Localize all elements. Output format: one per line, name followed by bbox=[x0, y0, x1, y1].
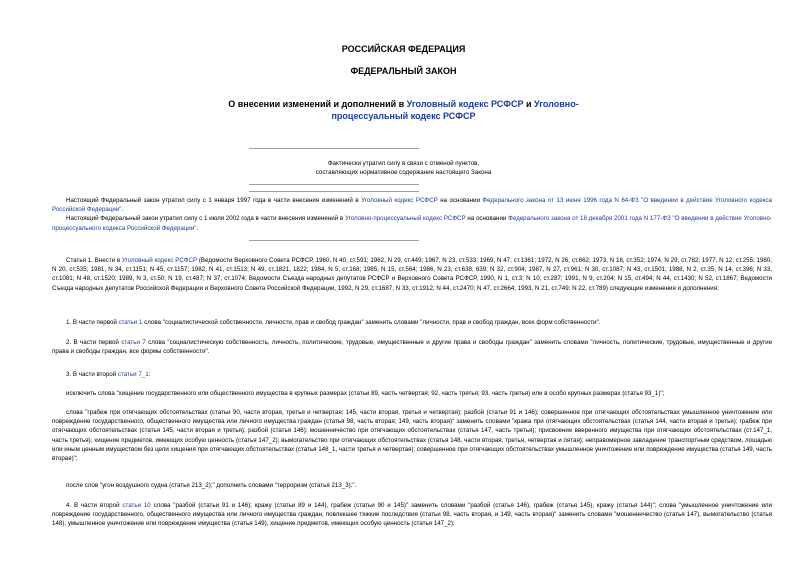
federation-heading: РОССИЙСКАЯ ФЕДЕРАЦИЯ bbox=[341, 44, 466, 54]
item-3-add: после слов "угон воздушного судна (статья 213_2);" дополнить словами "терроризм (статья 213_3);". bbox=[66, 482, 357, 489]
article1-link-criminal-code[interactable]: Уголовный кодекс РСФСР bbox=[121, 257, 198, 264]
title-mid: и bbox=[523, 99, 534, 109]
article-text: Статья 1. Внести в bbox=[66, 257, 122, 264]
item-text: 1. В части первой bbox=[66, 319, 119, 326]
item-3-replace: слова "грабеж при отягчающих обстоятельствах (статьи 90, части вторая, третья и четвертая; 145, части вторая, третья и четвертая); разбой (статьи 91 и 146); совершенное при отягчающих обстоятельствах умышленное уничтожение или повреждение государственного, общественного имущества или личного имущества граждан (статья 98, часть вторая; 149, часть вторая)" заменить словами "кража при отягчающих обстоятельствах (статья 144, части вторая и третья); грабеж при отягчающих обстоятельствах (статья 145, части вторая и третья); разбой (статья 146); мошенничество при отягчающих обстоятельствах (статья 147, часть третья); присвоение вверенного имущества при отягчающих обстоятельствах (ст.147_1, часть третья); хищение предметов, имеющих особую ценность (статья 147_2); вымогательство при отягчающих обстоятельствах (статья 148, части вторая, третья, четвертая и пятая); неправомерное завладение транспортным средством, лошадью или иным ценным имуществом без цели хищения при отягчающих обстоятельствах (статья 148_1, части третья и четвертая); совершенное при отягчающих обстоятельствах умышленное уничтожение или повреждение имущества (статья 149, часть вторая)"; bbox=[52, 409, 772, 463]
item3-link-article-7-1[interactable]: статьи 7_1 bbox=[117, 371, 149, 378]
expiry-paragraph-2 bbox=[52, 214, 772, 232]
law-type-heading: ФЕДЕРАЛЬНЫЙ ЗАКОН bbox=[350, 66, 457, 76]
item-text: слова "социалистическую собственность, личность, политические, трудовые, имущественные и другие права и свободы граждан" заменить словами "личность, политические, трудовые, имущественные и другие права и свободы граждан, все формы собственности". bbox=[52, 339, 773, 356]
title-link-criminal-code[interactable]: Уголовный кодекс РСФСР bbox=[406, 99, 524, 109]
item-2 bbox=[52, 338, 772, 356]
item-3-exclude: исключить слова "хищение государственного или общественного имущества в крупных размерах (статьи 89, часть четвертая; 92, часть третья; 93, часть третья) или в особо крупных размерах (статья 93_1)"; bbox=[66, 390, 665, 397]
item-text: 3. В части второй bbox=[66, 371, 118, 378]
status-note-line2: составляющих нормативное содержание настоящего Закона bbox=[315, 168, 492, 176]
divider-mid1 bbox=[249, 184, 419, 185]
document-title bbox=[200, 98, 607, 122]
expiry-link-criminal-code[interactable]: Уголовный кодекс РСФСР bbox=[361, 197, 438, 204]
expiry-text: на основании bbox=[437, 197, 483, 204]
expiry-text: Настоящий Федеральный закон утратил силу с 1 января 1997 года в части внесения изменений в bbox=[66, 197, 362, 204]
item1-link-article-1[interactable]: статьи 1 bbox=[118, 319, 143, 326]
divider-top bbox=[249, 148, 419, 149]
item-text: 4. В части второй bbox=[66, 502, 123, 509]
expiry-text: Настоящий Федеральный закон утратил силу с 1 июля 2002 года в части внесения изменений в bbox=[66, 215, 345, 223]
expiry-paragraph-1 bbox=[52, 196, 772, 214]
expiry-text: на основании bbox=[465, 215, 509, 223]
item2-link-article-7[interactable]: статьи 7 bbox=[121, 339, 146, 346]
item4-link-article-10[interactable]: статьи 10 bbox=[122, 502, 151, 509]
item-1 bbox=[52, 318, 772, 327]
expiry-link-law-64[interactable]: Федерального закона от 13 июня 1996 года N 64-ФЗ "О введении в действие Уголовного кодекса Российской Федерации" bbox=[52, 197, 772, 214]
expiry-text: . bbox=[196, 224, 199, 232]
status-note-line1: Фактически утратил силу в связи с отменой пунктов, bbox=[327, 160, 480, 167]
item-text: слова "разбой (статьи 91 и 146); кражу (статьи 89 и 144), грабеж (статьи 90 и 145)" заменить словами "разбой (статья 146), грабеж (статья 145), кражу (статья 144)"; слова "умышленное уничтожение или повреждение государственного, общественного имущества или личного имущества граждан, повлекшее тяжкие последствия (статьи 98, часть вторая, и 149, часть вторая)" заменить словами "мошенничество (статья 147), вымогательство (статья 148), умышленное уничтожение или повреждение имущества (статья 149), хищение предметов, имеющих особую ценность (статья 147_2); bbox=[52, 502, 772, 528]
item-text: слова "социалистической собственности, личности, прав и свобод граждан" заменить словами "личности, прав и свобод граждан, всех форм собственности". bbox=[142, 319, 601, 326]
title-prefix: О внесении изменений и дополнений в bbox=[228, 99, 407, 109]
expiry-link-procedure-code[interactable]: Уголовно-процессуальный кодекс РСФСР bbox=[344, 215, 466, 223]
divider-mid2 bbox=[249, 191, 419, 192]
expiry-link-law-177[interactable]: Федерального закона от 18 декабря 2001 года N 177-ФЗ "О введении в действие Уголовно-процессуального кодекса Российской Федерации" bbox=[52, 215, 772, 232]
article-1 bbox=[52, 256, 772, 293]
item-4 bbox=[52, 501, 772, 529]
status-note bbox=[220, 160, 587, 177]
article-text: (Ведомости Верховного Совета РСФСР, 1960, N 40, ст.591; 1962, N 29, ст.449; 1967, N 23, ст.533; 1969, N 47, ст.1361; 1972, N 26, ст.662; 1973, N 16, ст.352; 1974, N 29, ст.782; 1977, N 12, ст.255; 1980, N 20, ст.535; 1981, N 34, ст.1151; N 45, ст.1157; 1982, N 41, ст.1513; N 49, ст.1821, 1822; 1984, N 5, ст.168; 1985, N 15, ст.564; 1986, N 23, ст.638, 639; N 32, ст.904; 1987, N 27, ст.961; N 30, ст.1087; N 43, ст.1501; 1988, N 2, ст.35; N 14, ст.396; N 33, ст.1081; N 48, ст.1520; 1989, N 3, ст.50; N 19, ст.487; N 37, ст.1074; Ведомости Съезда народных депутатов РСФСР и Верховного Совета РСФСР, 1990, N 1, ст.3; N 10, ст.287; 1991, N 9, ст.204; N 15, ст.494; N 44, ст.1430; N 52, ст.1867; Ведомости Съезда народных депутатов Российской Федерации и Верховного Совета Российской Федерации, 1992, N 29, ст.1687, N 33, ст.1912; N 44, ст.2470; N 47, ст.2664; 1993, N 21, ст.749; N 22, ст.789) следующие изменения и дополнения: bbox=[52, 257, 773, 292]
expiry-text: . bbox=[121, 206, 124, 214]
expiry-block bbox=[52, 196, 772, 233]
item-text: : bbox=[148, 371, 151, 378]
item-3 bbox=[52, 370, 772, 379]
divider-bottom bbox=[249, 240, 419, 241]
title-link-procedure-code[interactable]: Уголовно-процессуальный кодекс РСФСР bbox=[331, 99, 579, 121]
item-text: 2. В части первой bbox=[66, 339, 122, 346]
